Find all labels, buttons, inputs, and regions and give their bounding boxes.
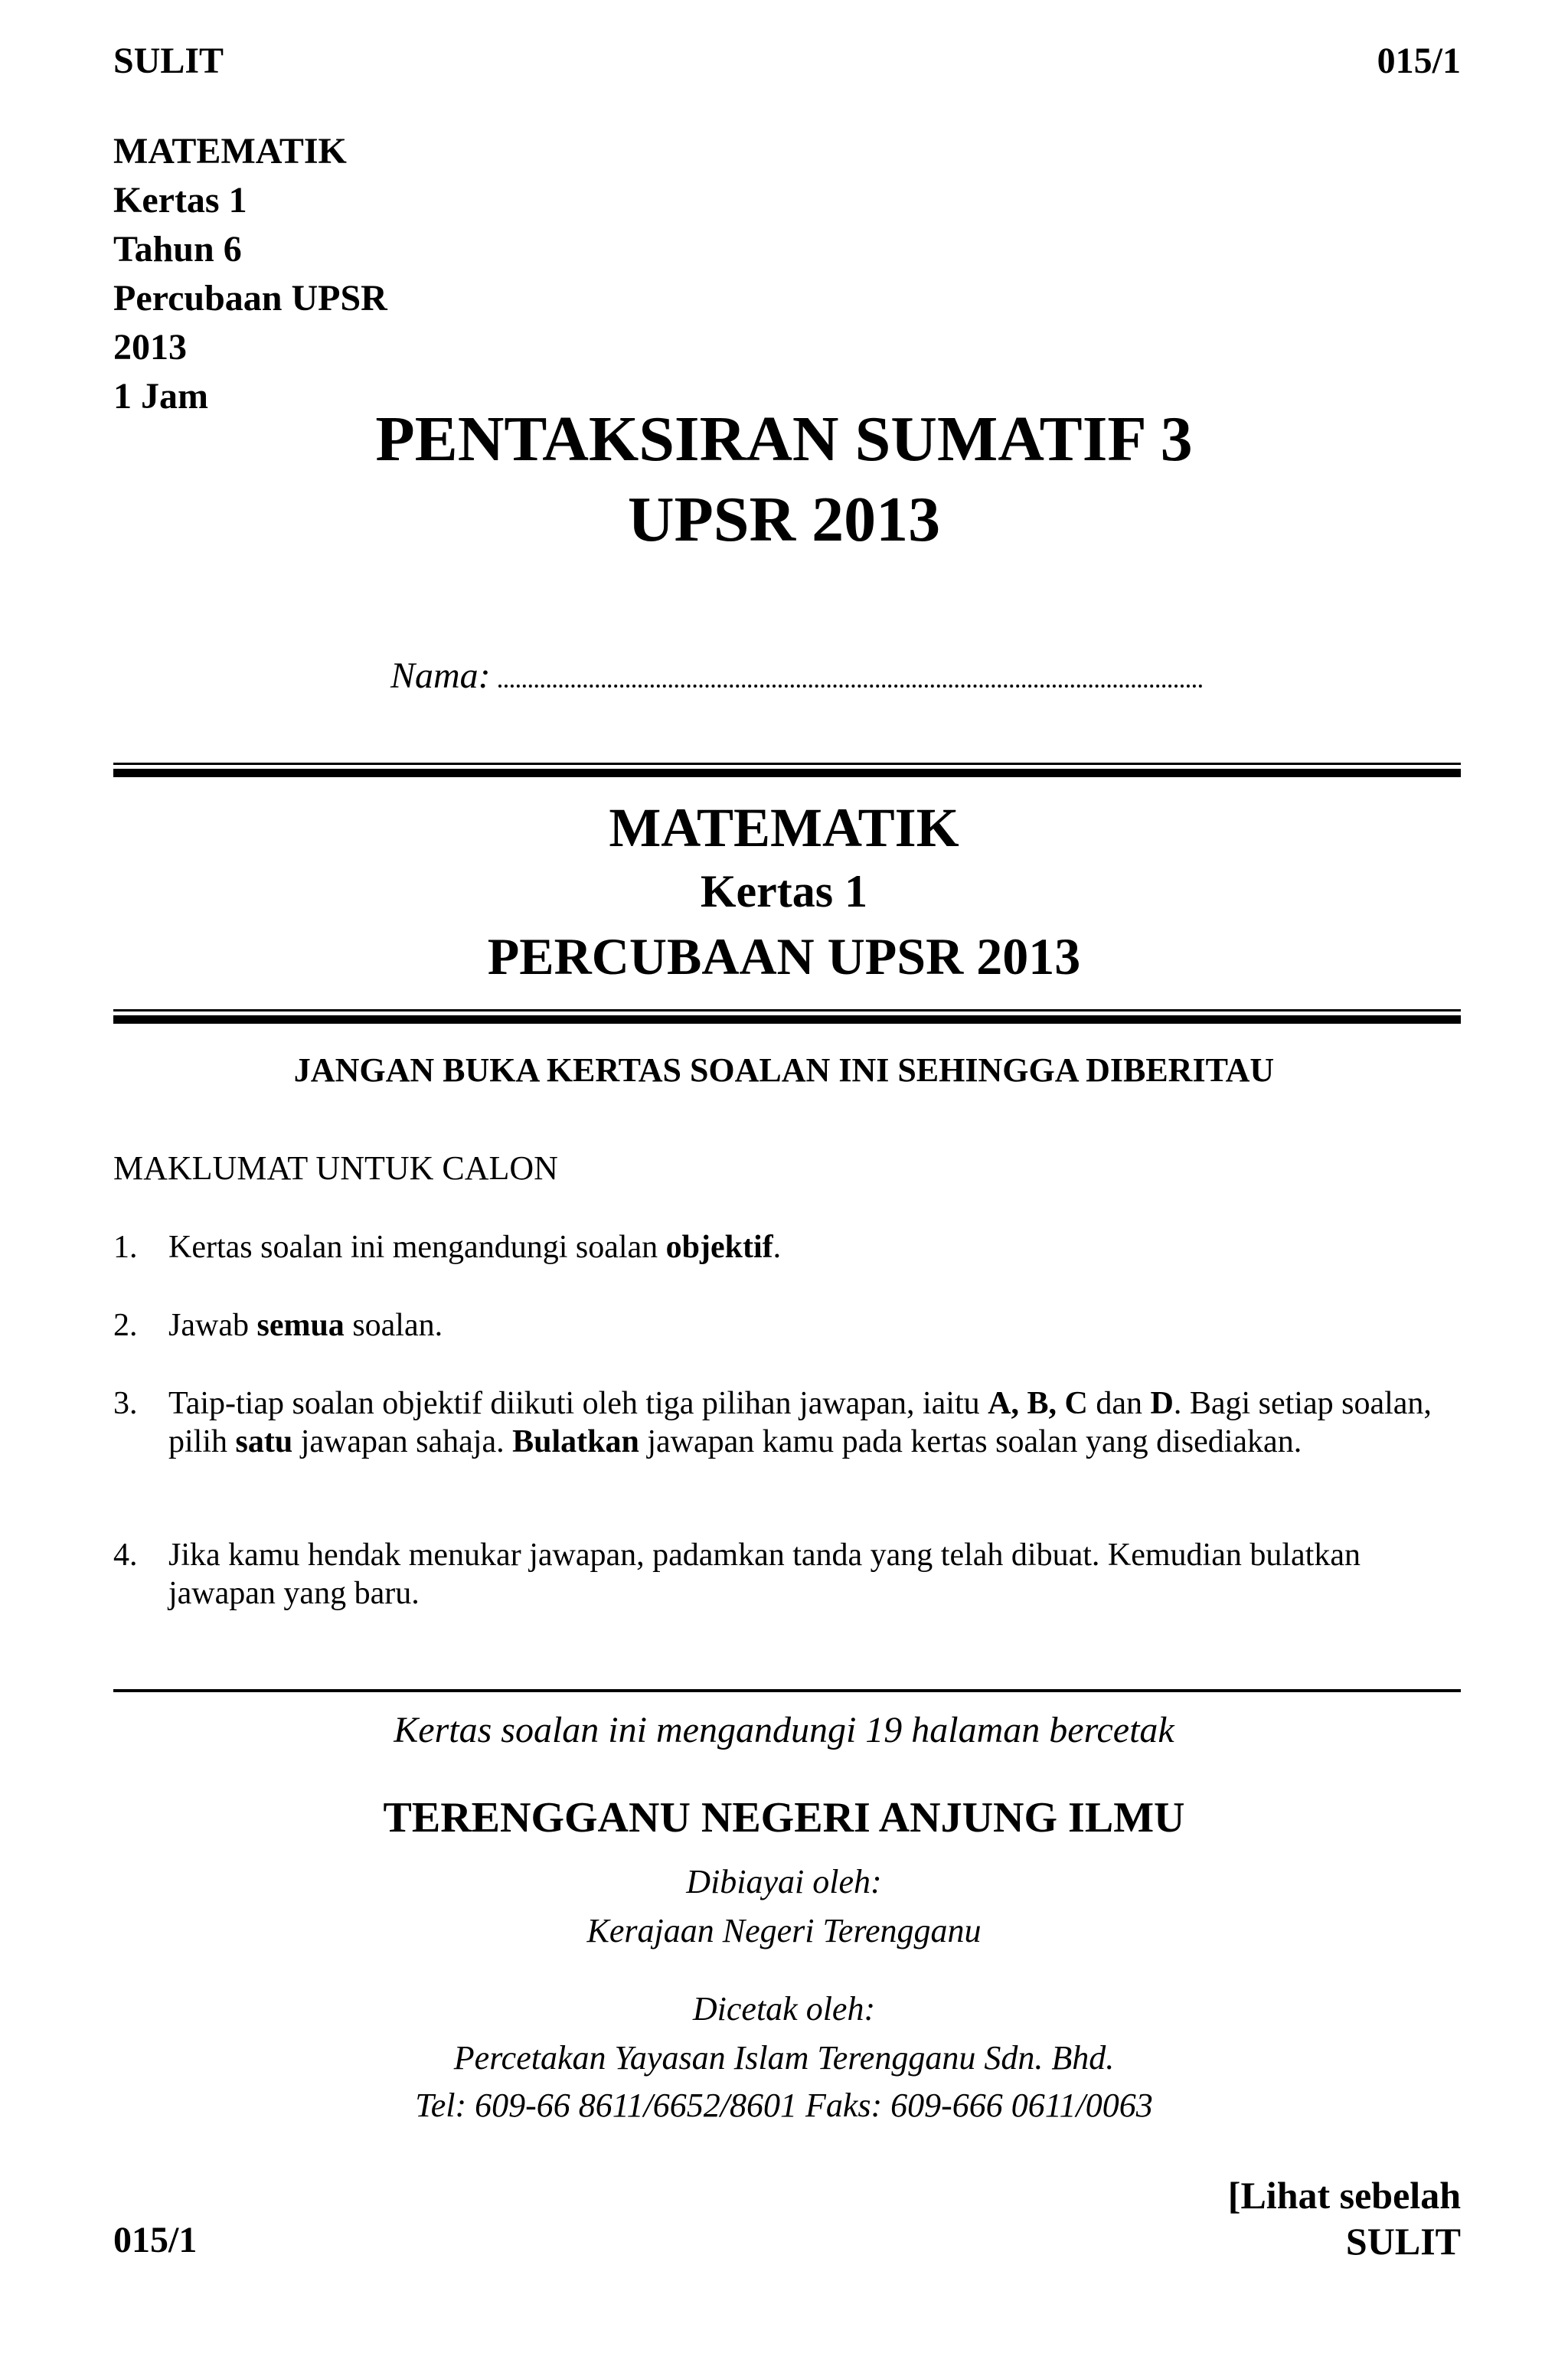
info-year-level: Tahun 6 bbox=[113, 229, 242, 270]
instruction-text: Kertas soalan ini mengandungi soalan objektif. bbox=[168, 1230, 782, 1265]
instruction-item-4 bbox=[113, 1536, 1461, 1613]
name-dotted-line[interactable] bbox=[498, 657, 1203, 688]
divider-mid-thick bbox=[113, 1015, 1461, 1024]
name-label: Nama: bbox=[390, 655, 491, 696]
info-paper: Kertas 1 bbox=[113, 180, 247, 221]
printed-label: Dicetak oleh: bbox=[692, 1990, 876, 2028]
footer-classification: SULIT bbox=[1345, 2220, 1461, 2263]
pages-note: Kertas soalan ini mengandungi 19 halaman bercetak bbox=[394, 1710, 1174, 1750]
instruction-item-1 bbox=[113, 1228, 1461, 1266]
turn-over-note: [Lihat sebelah bbox=[1227, 2174, 1461, 2217]
header-paper-code: 015/1 bbox=[1377, 41, 1461, 81]
instruction-item-2 bbox=[113, 1306, 1461, 1345]
subject-title: MATEMATIK bbox=[609, 797, 959, 858]
funded-by: Kerajaan Negeri Terengganu bbox=[586, 1912, 982, 1949]
footer-paper-code: 015/1 bbox=[113, 2220, 198, 2260]
info-subject: MATEMATIK bbox=[113, 131, 347, 172]
subject-paper: Kertas 1 bbox=[700, 866, 868, 917]
warning-notice: JANGAN BUKA KERTAS SOALAN INI SEHINGGA DIBERITAU bbox=[293, 1051, 1275, 1089]
state-motto: TERENGGANU NEGERI ANJUNG ILMU bbox=[383, 1794, 1185, 1842]
main-title-line-1: PENTAKSIRAN SUMATIF 3 bbox=[375, 404, 1193, 475]
instruction-text: Taip-tiap soalan objektif diikuti oleh tiga pilihan jawapan, iaitu A, B, C dan D. Bagi setiap soalan, pilih satu jawapan sahaja. Bulatkan jawapan kamu pada kertas soalan yang disediakan. bbox=[168, 1386, 1432, 1459]
instruction-item-3 bbox=[113, 1384, 1461, 1461]
header-classification: SULIT bbox=[113, 41, 224, 81]
funded-label: Dibiayai oleh: bbox=[686, 1863, 882, 1900]
instruction-text: Jika kamu hendak menukar jawapan, padamkan tanda yang telah dibuat. Kemudian bulatkan jawapan yang baru. bbox=[168, 1538, 1361, 1611]
instruction-number: 1. bbox=[113, 1230, 138, 1265]
subject-trial: PERCUBAAN UPSR 2013 bbox=[487, 927, 1081, 985]
info-duration: 1 Jam bbox=[113, 376, 208, 417]
info-exam: Percubaan UPSR bbox=[113, 278, 387, 319]
divider-footer bbox=[113, 1689, 1461, 1692]
instruction-number: 2. bbox=[113, 1308, 138, 1343]
printer-contact: Tel: 609-66 8611/6652/8601 Faks: 609-666 0611/0063 bbox=[415, 2087, 1153, 2124]
divider-mid-thin bbox=[113, 1009, 1461, 1011]
instruction-number: 3. bbox=[113, 1386, 138, 1421]
main-title-line-2: UPSR 2013 bbox=[627, 484, 941, 555]
name-field[interactable] bbox=[390, 655, 1203, 697]
paper-info-block bbox=[113, 127, 387, 421]
divider-top-thick bbox=[113, 769, 1461, 777]
printer-name: Percetakan Yayasan Islam Terengganu Sdn. Bhd. bbox=[453, 2039, 1115, 2077]
instructions-heading: MAKLUMAT UNTUK CALON bbox=[113, 1149, 558, 1187]
instruction-text: Jawab semua soalan. bbox=[168, 1308, 443, 1343]
divider-top-thin bbox=[113, 763, 1461, 765]
info-year: 2013 bbox=[113, 327, 187, 368]
instruction-number: 4. bbox=[113, 1538, 138, 1573]
